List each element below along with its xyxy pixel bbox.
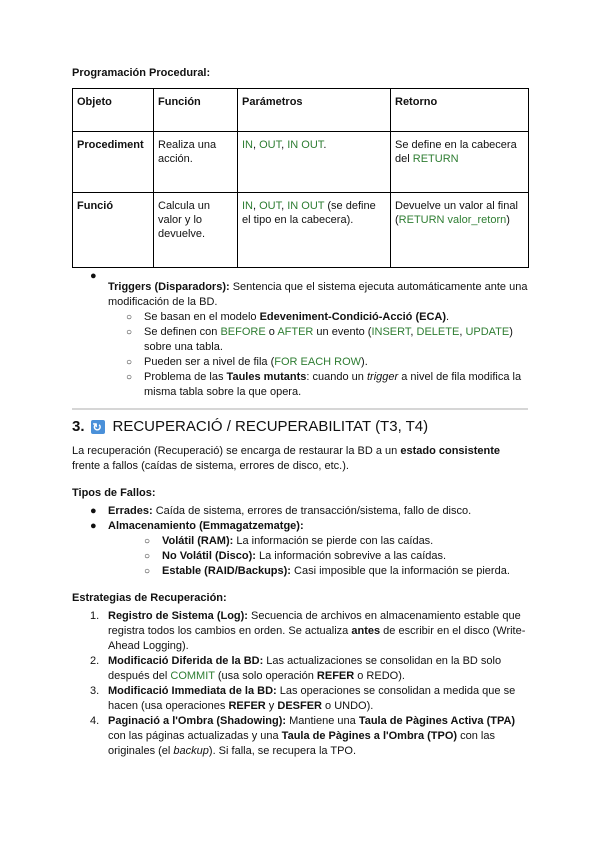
empty-bullet	[72, 270, 528, 280]
text: Taula de Pàgines a l'Ombra (TPO)	[281, 730, 458, 742]
text: La recuperación (Recuperació) se encarga de restaurar la BD a un	[72, 445, 401, 457]
section-title: RECUPERACIÓ / RECUPERABILITAT (T3, T4)	[112, 418, 429, 435]
circle-bullet-icon: ○	[144, 551, 151, 562]
table-cell	[391, 193, 529, 268]
list-item	[90, 519, 528, 579]
triggers-list	[126, 310, 528, 400]
text: backup	[173, 745, 209, 757]
text: REFER	[316, 670, 355, 682]
keyword: INSERT	[371, 326, 411, 338]
text: con las páginas actualizadas y una	[108, 730, 282, 742]
text: un evento (	[313, 326, 372, 338]
bullet-dot-icon: ●	[90, 520, 97, 532]
table-header: Objeto	[73, 89, 154, 132]
table-cell	[391, 132, 529, 193]
list-item	[126, 310, 528, 325]
text: Pueden ser a nivel de fila (	[144, 356, 275, 368]
circle-bullet-icon: ○	[126, 372, 133, 383]
table-cell: Calcula un valor y lo devuelve.	[154, 193, 238, 268]
text: con las originales (el	[108, 730, 495, 757]
estrategias-title: Estrategias de Recuperación:	[72, 592, 227, 604]
text: Registro de Sistema (Log):	[108, 610, 248, 622]
procedural-table	[72, 88, 529, 268]
keyword: UPDATE	[465, 326, 510, 338]
text: estado consistente	[400, 445, 500, 457]
table-cell: IN, OUT, IN OUT (se define el tipo en la cabecera).	[238, 193, 391, 268]
text: Secuencia de archivos en almacenamiento estable que registra todos los cambios en orden. Se actualiza	[108, 610, 521, 637]
estrategias-list	[90, 609, 528, 759]
text: (usa solo operación	[214, 670, 317, 682]
text: : cuando un	[306, 371, 367, 383]
procedural-title: Programación Procedural:	[72, 67, 211, 79]
section-intro	[72, 444, 528, 474]
table-cell: Funció	[73, 193, 154, 268]
circle-bullet-icon: ○	[126, 327, 133, 338]
text: Las actualizaciones se consolidan en la BD solo después del	[108, 655, 502, 682]
text: Caída de sistema, errores de transacción/sistema, fallo de disco.	[152, 505, 472, 517]
item-number: 3.	[90, 685, 100, 697]
circle-bullet-icon: ○	[126, 312, 133, 323]
text: Estable (RAID/Backups):	[162, 565, 291, 577]
triggers-paragraph	[108, 280, 528, 310]
text: o	[265, 326, 278, 338]
circle-bullet-icon: ○	[144, 536, 151, 547]
text: La información se pierde con las caídas.	[233, 535, 434, 547]
list-item	[144, 564, 528, 579]
keyword: IN OUT	[287, 139, 324, 151]
text: Modificació Diferida de la BD:	[108, 655, 264, 667]
circle-bullet-icon: ○	[126, 357, 133, 368]
table-cell: Realiza una acción.	[154, 132, 238, 193]
keyword: BEFORE	[220, 326, 266, 338]
text: Las operaciones se consolidan a medida que se hacen (usa operaciones	[108, 685, 516, 712]
text: Se basan en el modelo	[144, 311, 260, 323]
cell-text: )	[506, 214, 510, 226]
list-item	[144, 549, 528, 564]
fallos-title: Tipos de Fallos:	[72, 487, 156, 499]
list-item	[90, 504, 528, 519]
section-divider	[72, 408, 528, 410]
text: Casi imposible que la información se pierda.	[290, 565, 510, 577]
text: DESFER	[277, 700, 322, 712]
text: frente a fallos (caídas de sistema, errores de disco, etc.).	[72, 460, 349, 472]
table-row	[73, 193, 529, 268]
text: ) sobre una tabla.	[144, 326, 513, 353]
list-item	[126, 370, 528, 400]
text: o REDO).	[354, 670, 405, 682]
text: Mantiene una	[286, 715, 359, 727]
keyword: IN	[242, 200, 253, 212]
item-number: 2.	[90, 655, 100, 667]
table-cell: Procediment	[73, 132, 154, 193]
text: ). Si falla, se recupera la TPO.	[208, 745, 357, 757]
text: Almacenamiento (Emmagatzematge):	[108, 520, 304, 532]
text: Taula de Pàgines Activa (TPA)	[358, 715, 516, 727]
keyword: RETURN valor_retorn	[398, 214, 507, 226]
section-heading	[72, 418, 528, 436]
text: Volátil (RAM):	[162, 535, 234, 547]
keyword: RETURN	[412, 153, 459, 165]
list-item	[144, 534, 528, 549]
text: y	[265, 700, 278, 712]
list-item	[90, 714, 528, 759]
keyword: FOR EACH ROW	[274, 356, 362, 368]
text: Edeveniment-Condició-Acció (ECA)	[259, 311, 446, 323]
fallos-list	[90, 504, 528, 579]
bullet-dot-icon: ●	[90, 505, 97, 517]
table-header: Parámetros	[238, 89, 391, 132]
recovery-icon	[91, 420, 105, 434]
list-item	[90, 654, 528, 684]
table-row	[73, 132, 529, 193]
list-item	[90, 609, 528, 654]
section-number: 3.	[72, 418, 85, 435]
storage-list	[144, 534, 528, 579]
list-item: ○ Se definen con BEFORE o AFTER un evento (INSERT, DELETE, UPDATE) sobre una tabla.	[126, 326, 513, 353]
document-page	[72, 66, 528, 759]
keyword: AFTER	[277, 326, 314, 338]
text: Errades:	[108, 505, 153, 517]
bullet-dot-icon: ●	[90, 270, 97, 282]
text: Problema de las	[144, 371, 227, 383]
cell-text: (se define el tipo en la cabecera).	[242, 200, 376, 226]
text: La información sobrevive a las caídas.	[255, 550, 447, 562]
text: .	[446, 311, 450, 323]
text: de escribir en el disco (Write-Ahead Logging).	[108, 625, 526, 652]
text: antes	[351, 625, 381, 637]
keyword: COMMIT	[170, 670, 215, 682]
keyword: IN	[242, 139, 253, 151]
text: Se definen con	[144, 326, 221, 338]
list-item	[90, 684, 528, 714]
table-header-row	[73, 89, 529, 132]
text: a nivel de fila modifica la misma tabla sobre la que opera.	[144, 371, 522, 398]
cell-text: Devuelve un valor al final (	[395, 200, 518, 226]
keyword: DELETE	[416, 326, 460, 338]
cell-text: Se define en la cabecera del	[395, 139, 517, 165]
table-cell: IN, OUT, IN OUT.	[238, 132, 391, 193]
text: No Volátil (Disco):	[162, 550, 256, 562]
text: REFER	[228, 700, 266, 712]
item-number: 1.	[90, 610, 100, 622]
text: Taules mutants	[226, 371, 307, 383]
keyword: OUT	[259, 139, 282, 151]
text: Modificació Immediata de la BD:	[108, 685, 277, 697]
text: ).	[361, 356, 368, 368]
list-item	[126, 355, 528, 370]
text: o UNDO).	[322, 700, 374, 712]
keyword: OUT	[259, 200, 282, 212]
item-number: 4.	[90, 715, 100, 727]
triggers-desc: Sentencia que el sistema ejecuta automáticamente ante una modificación de la BD.	[108, 281, 528, 308]
table-header: Retorno	[391, 89, 529, 132]
triggers-label: Triggers (Disparadors):	[108, 281, 230, 293]
table-header: Función	[154, 89, 238, 132]
text: trigger	[366, 371, 399, 383]
text: Paginació a l'Ombra (Shadowing):	[108, 715, 287, 727]
circle-bullet-icon: ○	[144, 566, 151, 577]
keyword: IN OUT	[287, 200, 325, 212]
